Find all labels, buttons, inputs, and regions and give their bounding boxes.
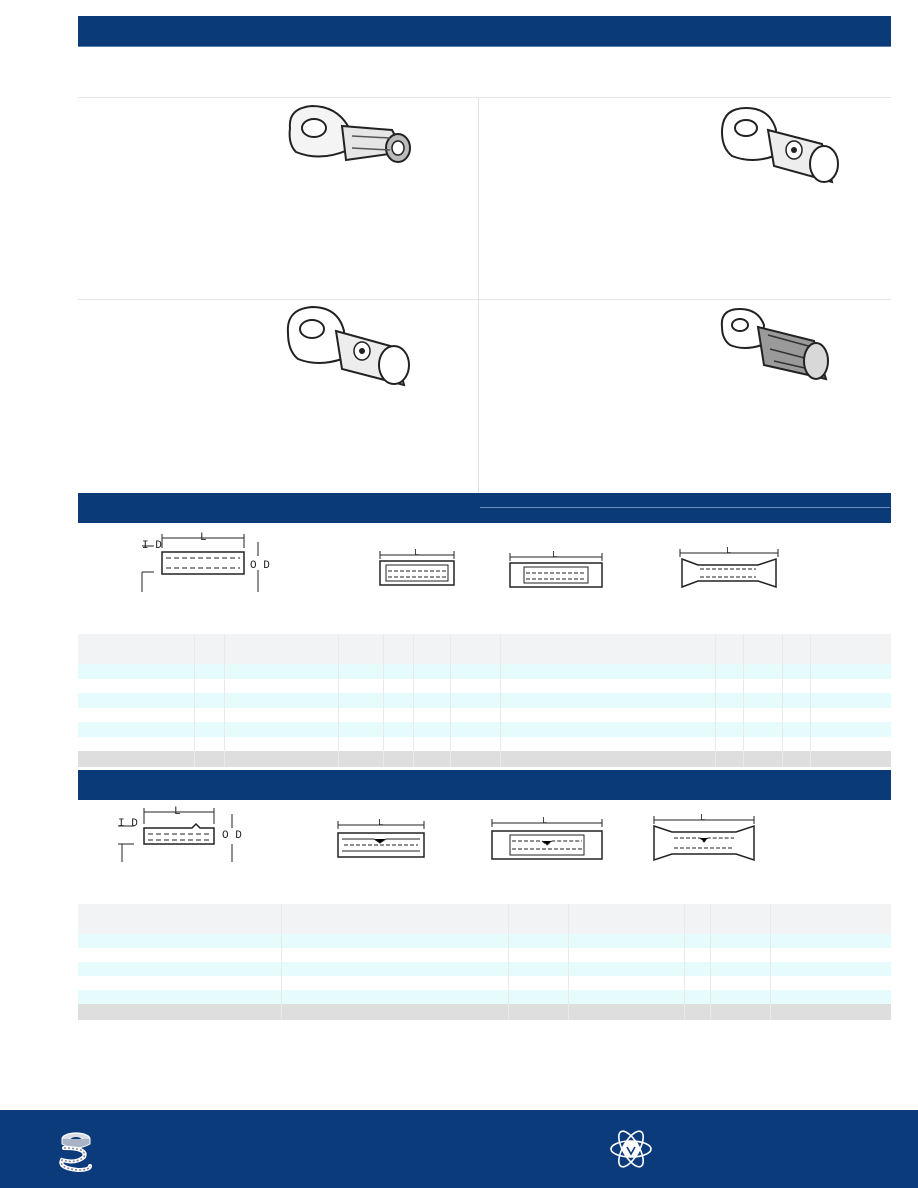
atom-emblem-icon — [609, 1126, 653, 1172]
column-divider — [383, 634, 384, 767]
section-header-bar-butt-connectors — [78, 493, 891, 523]
section-header-bar-top — [78, 16, 891, 47]
butt-connector-heat-shrink-diagram — [678, 545, 780, 591]
butt-connector-table — [78, 634, 891, 767]
table-row — [78, 679, 891, 693]
divider — [78, 97, 891, 98]
column-divider — [810, 634, 811, 767]
column-divider — [743, 634, 744, 767]
column-divider — [224, 634, 225, 767]
column-divider — [338, 634, 339, 767]
length-label: L — [378, 818, 384, 828]
length-label: L — [414, 548, 420, 558]
butt-connector-dimension-diagram — [136, 526, 276, 598]
column-divider — [194, 634, 195, 767]
column-divider — [684, 904, 685, 1020]
length-label: L — [700, 813, 706, 823]
splice-connector-nylon-diagram — [488, 813, 606, 863]
ring-terminal-illustration-2 — [282, 303, 414, 391]
length-label: L — [726, 546, 732, 556]
divider — [480, 507, 890, 508]
column-divider — [710, 904, 711, 1020]
column-divider — [508, 904, 509, 1020]
column-divider — [782, 634, 783, 767]
length-label: L — [200, 532, 207, 544]
id-label: I D — [142, 540, 162, 552]
table-header-row — [78, 634, 891, 664]
length-label: L — [542, 816, 548, 826]
od-label: O D — [222, 830, 242, 842]
table-row — [78, 737, 891, 751]
column-divider — [715, 634, 716, 767]
wire-spool-logo-icon — [54, 1130, 98, 1174]
column-divider — [281, 904, 282, 1020]
splice-connector-table — [78, 904, 891, 1020]
table-row — [78, 751, 891, 767]
length-label: L — [174, 806, 181, 818]
column-divider — [568, 904, 569, 1020]
grid-divider-vertical — [478, 97, 479, 497]
od-label: O D — [250, 560, 270, 572]
ring-terminal-insulated-illustration — [718, 104, 842, 190]
divider — [78, 299, 891, 300]
table-row — [78, 693, 891, 708]
column-divider — [770, 904, 771, 1020]
butt-connector-insulated-diagram — [378, 545, 456, 589]
length-label: L — [552, 550, 558, 560]
splice-connector-insulated-diagram — [334, 815, 428, 861]
table-row — [78, 722, 891, 737]
column-divider — [413, 634, 414, 767]
id-label: I D — [118, 818, 138, 830]
table-row — [78, 664, 891, 679]
ring-terminal-heat-shrink-illustration — [718, 305, 832, 387]
table-row — [78, 708, 891, 722]
splice-connector-dimension-diagram — [114, 804, 246, 866]
column-divider — [450, 634, 451, 767]
ring-terminal-illustration — [280, 100, 420, 172]
page-footer — [0, 1110, 918, 1188]
splice-connector-heat-shrink-diagram — [652, 812, 756, 864]
butt-connector-nylon-diagram — [506, 547, 606, 591]
column-divider — [500, 634, 501, 767]
section-header-bar-splice-connectors — [78, 770, 891, 800]
